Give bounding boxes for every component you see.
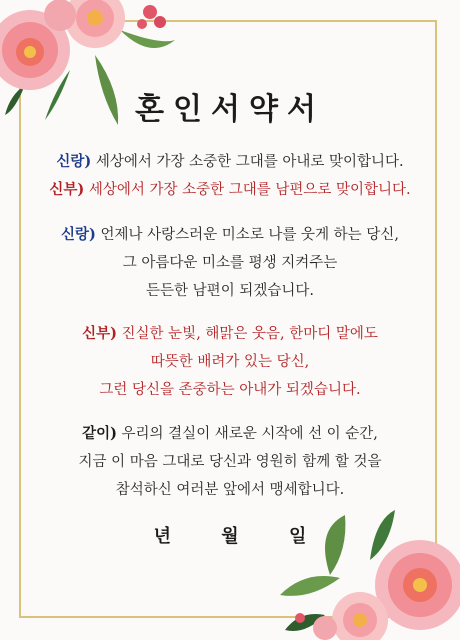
- groom-vow-line-2: 그 아름다운 미소를 평생 지켜주는: [122, 255, 338, 271]
- bride-lead-label: 신부): [49, 181, 85, 198]
- date-day-label: 일: [288, 526, 307, 547]
- together-vow-line-1: [0, 420, 460, 448]
- groom-vow-line-1: [0, 221, 460, 249]
- intro-vows-section: [0, 148, 460, 204]
- groom-lead-label: 신랑): [56, 153, 92, 170]
- bride-vow-text-1: 진실한 눈빛, 해맑은 웃음, 한마디 말에도: [116, 326, 378, 342]
- page-title: 혼인서약서: [135, 92, 325, 127]
- intro-bride-line: [0, 176, 460, 204]
- together-vow-section: [0, 420, 460, 504]
- together-vow-line-2: 지금 이 마음 그대로 당신과 영원히 함께 할 것을: [78, 454, 382, 470]
- together-vow-text-1: 우리의 결실이 새로운 시작에 선 이 순간,: [116, 426, 378, 442]
- date-year-label: 년: [153, 526, 172, 547]
- bride-vow-section: [0, 320, 460, 404]
- bride-vow-line-2: 따뜻한 배려가 있는 당신,: [150, 354, 310, 370]
- date-month-label: 월: [221, 526, 239, 547]
- intro-bride-text: 세상에서 가장 소중한 그대를 남편으로 맞이합니다.: [84, 182, 411, 198]
- groom-vow-section: [0, 221, 460, 305]
- bride-vow-line-1: [0, 320, 460, 348]
- together-vow-line-3: 참석하신 여러분 앞에서 맹세합니다.: [115, 482, 345, 498]
- intro-groom-line: [0, 148, 460, 176]
- together-lead-label: 같이): [82, 425, 117, 442]
- intro-groom-text: 세상에서 가장 소중한 그대를 아내로 맞이합니다.: [91, 154, 404, 170]
- groom-lead-label: 신랑): [61, 226, 96, 243]
- bride-lead-label: 신부): [82, 325, 117, 342]
- groom-vow-line-3: 든든한 남편이 되겠습니다.: [146, 283, 314, 299]
- groom-vow-text-1: 언제나 사랑스러운 미소로 나를 웃게 하는 당신,: [95, 227, 399, 243]
- date-line: [0, 522, 460, 548]
- bride-vow-line-3: 그런 당신을 존중하는 아내가 되겠습니다.: [99, 382, 361, 398]
- bottom-right-flowers-icon: [270, 500, 460, 640]
